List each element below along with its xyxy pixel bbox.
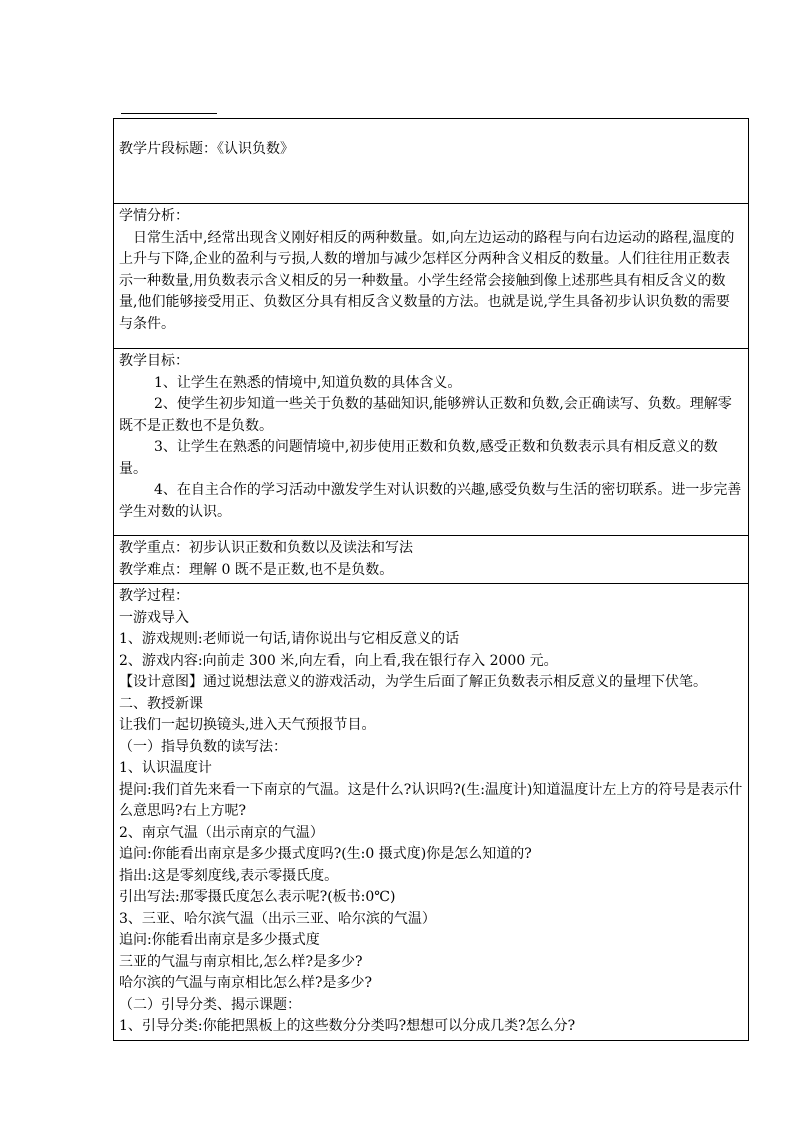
process-line: 2、游戏内容:向前走 300 米,向左看，向上看,我在银行存入 2000 元。 [119,652,558,669]
goal-item: 4、在自主合作的学习活动中激发学生对认识数的兴趣,感受负数与生活的密切联系。进一步完善学生对数的认识。 [119,482,742,520]
goal-item: 2、使学生初步知道一些关于负数的基础知识,能够辨认正数和负数,会正确读写、负数。理解零既不是正数也不是负数。 [119,396,732,434]
difficulty: 教学难点：理解 0 既不是正数,也不是负数。 [119,561,394,578]
process-line: 哈尔滨的气温与南京相比怎么样?是多少? [119,975,373,991]
goals-cell [114,349,749,536]
goals-heading: 教学目标： [119,353,189,369]
goals-row [114,349,749,536]
process-line: 1、游戏规则:老师说一句话,请你说出与它相反意义的话 [119,631,460,647]
title-row [114,119,749,204]
key-points-row [114,536,749,584]
key-points-cell [114,536,749,584]
process-line: （二）引导分类、揭示课题： [119,996,301,1013]
process-line: 指出:这是零刻度线,表示零摄氏度。 [119,867,339,884]
process-line: 2、南京气温（出示南京的气温） [119,824,324,841]
process-line: 让我们一起切换镜头,进入天气预报节目。 [119,717,376,733]
process-cell [114,584,749,1041]
process-line: 1、引导分类:你能把黑板上的这些数分分类吗?想想可以分成几类?怎么分? [119,1018,576,1034]
process-line: 引出写法:那零摄氏度怎么表示呢?(板书:0℃) [119,889,396,905]
process-line: 1、认识温度计 [119,760,212,776]
lesson-plan-table [113,118,749,1041]
header-rule [121,113,217,114]
goal-item: 1、让学生在熟悉的情境中,知道负数的具体含义。 [154,374,462,391]
analysis-heading: 学情分析： [119,208,189,224]
lesson-title: 教学片段标题：《认识负数》 [119,141,294,157]
process-line: 二、教授新课 [119,695,203,712]
goal-item: 3、让学生在熟悉的问题情境中,初步使用正数和负数,感受正数和负数表示具有相反意义的数量。 [119,439,718,477]
process-heading: 教学过程： [119,588,189,604]
design-intent: 【设计意图】通过说想法意义的游戏活动，为学生后面了解正负数表示相反意义的量埋下伏笔。 [119,674,707,690]
analysis-row [114,204,749,349]
process-line: 追问:你能看出南京是多少摄式度 [119,932,320,948]
process-line: （一）指导负数的读写法： [119,738,287,755]
process-line: 三亚的气温与南京相比,怎么样?是多少? [119,953,363,970]
process-line: 一游戏导入 [119,609,189,626]
process-line: 3、三亚、哈尔滨气温（出示三亚、哈尔滨的气温） [119,910,436,927]
title-cell [114,119,749,204]
process-row [114,584,749,1041]
key-points: 教学重点：初步认识正数和负数以及读法和写法 [119,540,413,556]
analysis-cell [114,204,749,349]
process-line: 提问:我们首先来看一下南京的气温。这是什么?认识吗?(生:温度计)知道温度计左上方的符号是表示什么意思吗?右上方呢? [119,781,743,819]
analysis-body: 日常生活中,经常出现含义刚好相反的两种数量。如,向左边运动的路程与向右边运动的路程,温度的上升与下降,企业的盈利与亏损,人数的增加与减少怎样区分两种含义相反的数量。人们往往用正数表示一种数量,用负数表示含义相反的另一种数量。小学生经常会接触到像上述那些具有相反含义的数量,他们能够接受用正、负数区分具有相反含义数量的方法。也就是说,学生具备初步认识负数的需要与条件。 [119,229,735,332]
process-line: 追问:你能看出南京是多少摄式度吗?(生:0 摄式度)你是怎么知道的? [119,846,532,862]
